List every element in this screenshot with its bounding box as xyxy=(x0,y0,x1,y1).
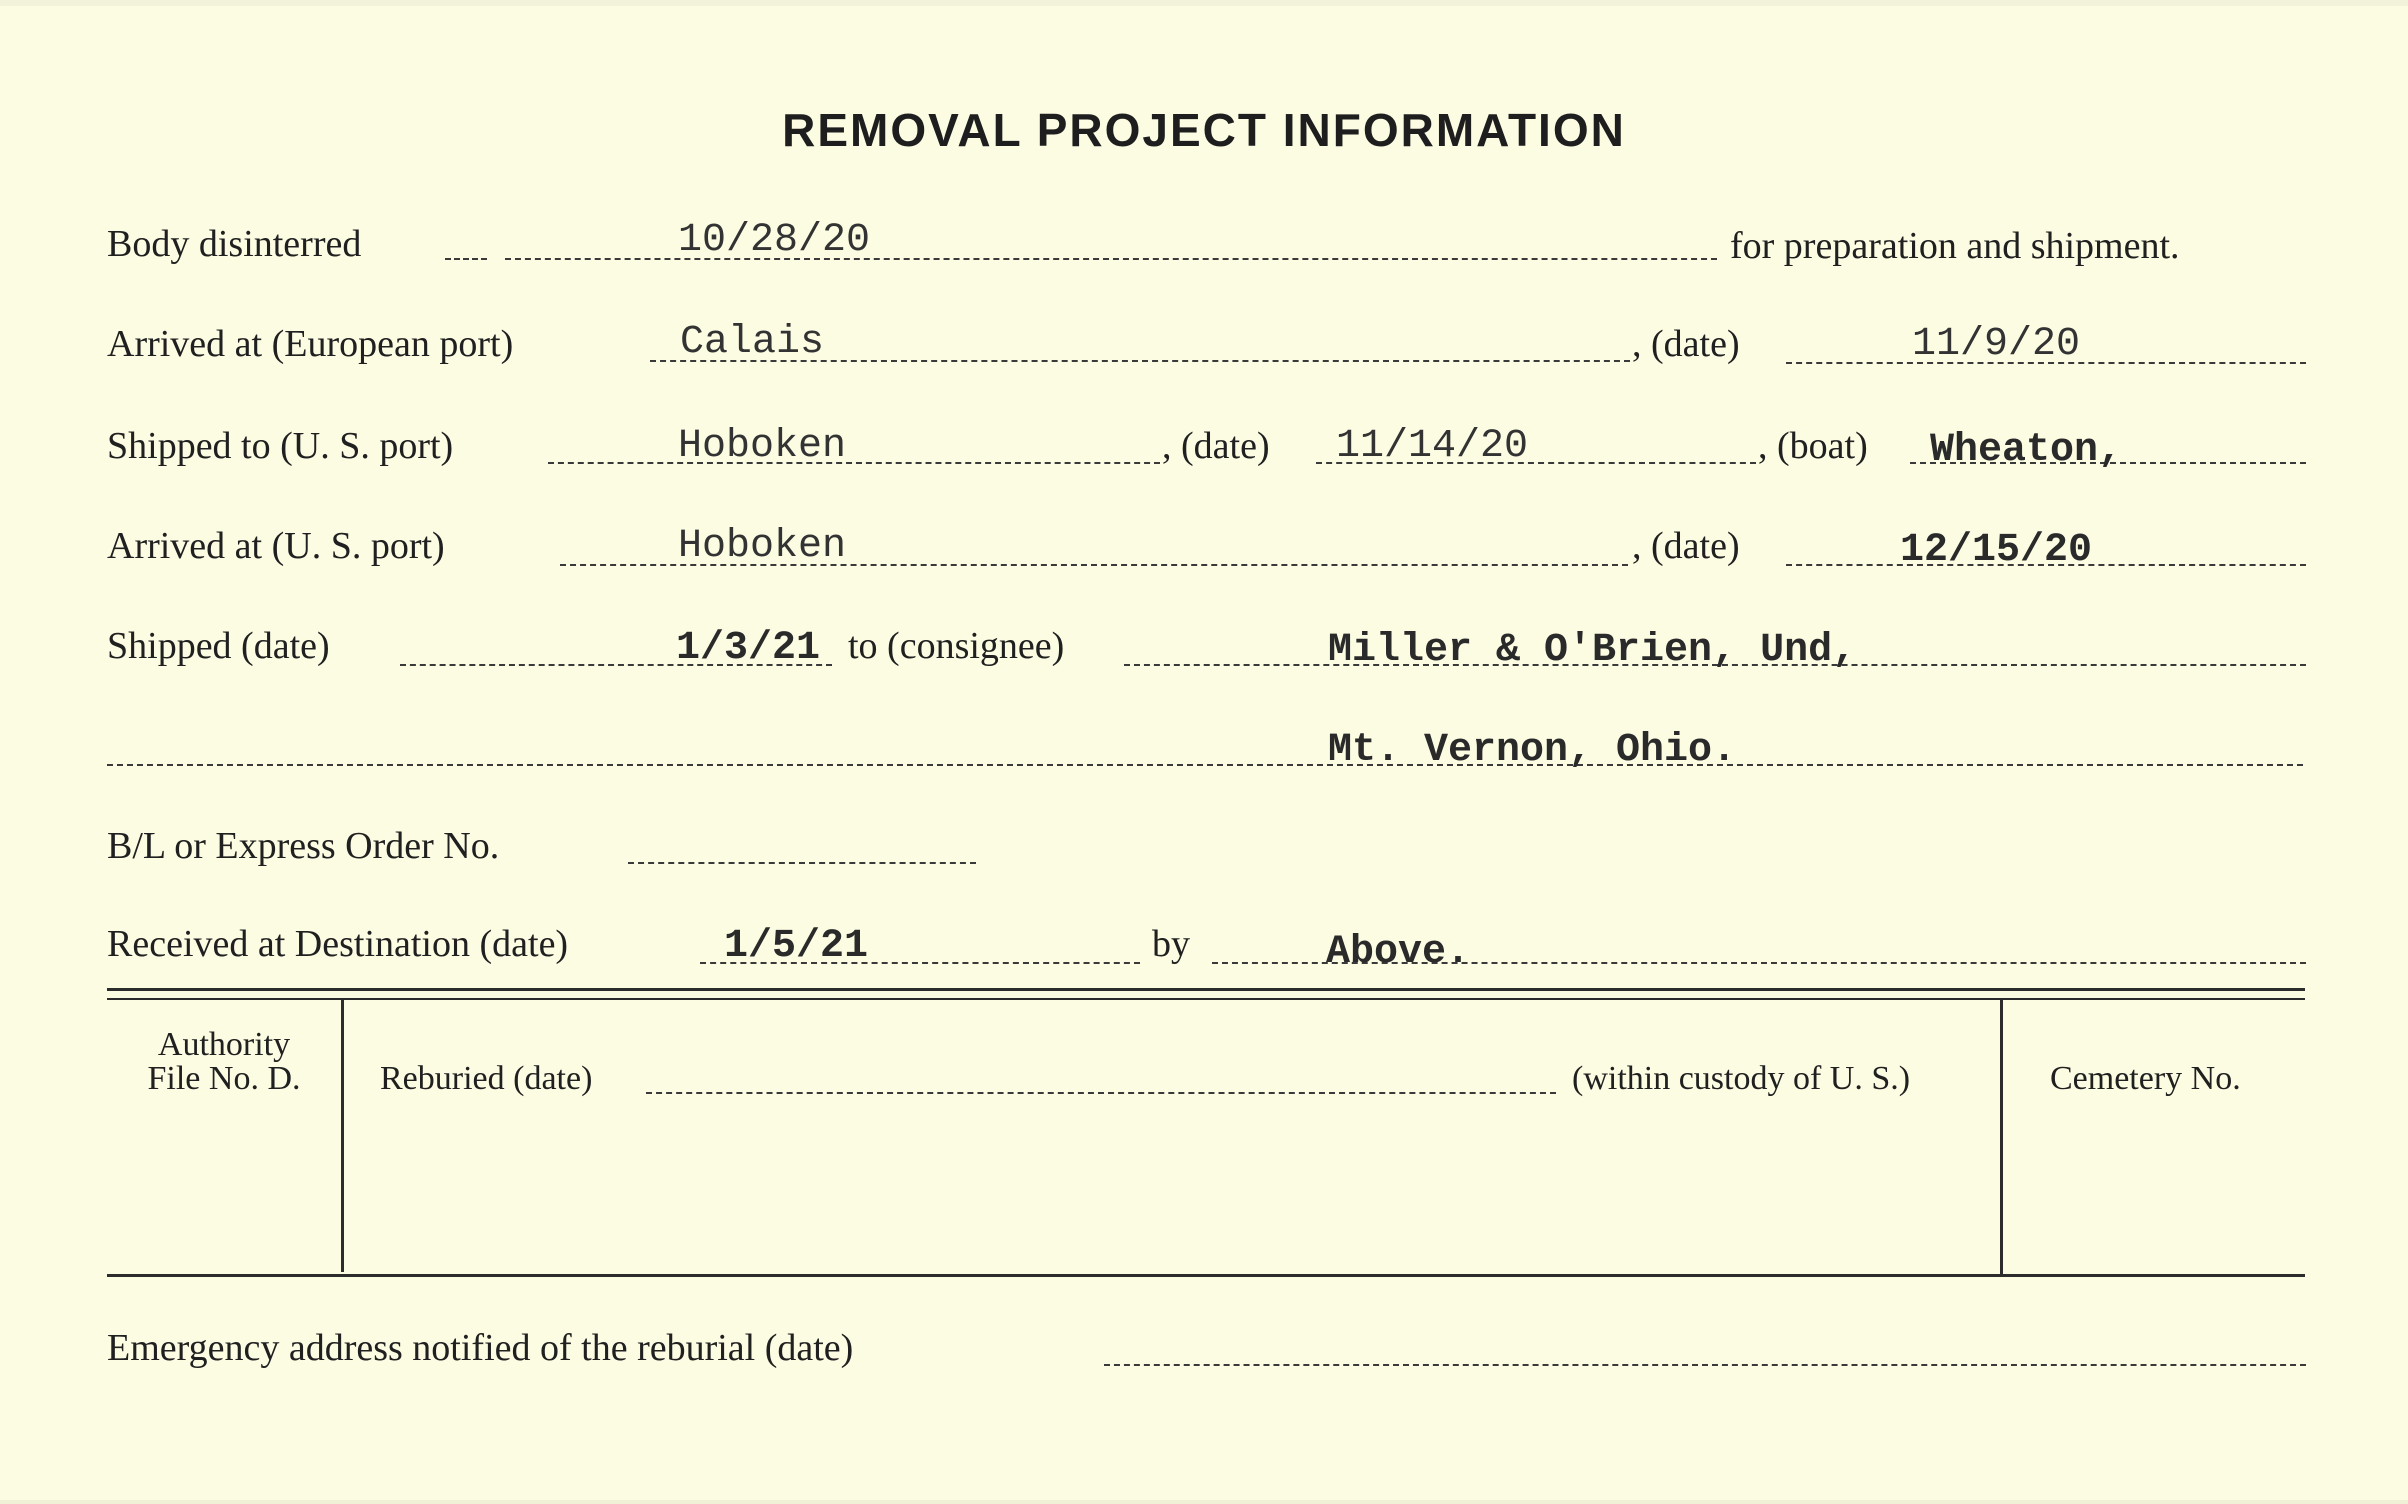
bl-express-order-field-line xyxy=(628,862,976,864)
european-port-date-value: 11/9/20 xyxy=(1912,322,2081,367)
us-port-shipped-field-line xyxy=(548,462,1160,464)
european-port-label: Arrived at (European port) xyxy=(107,323,514,365)
authority-label-line2: File No. D. xyxy=(147,1060,301,1097)
us-port-arrived-value: Hoboken xyxy=(678,524,847,569)
us-port-shipped-label: Shipped to (U. S. port) xyxy=(107,425,454,467)
consignee-value: Miller & O'Brien, Und, xyxy=(1328,628,1857,673)
received-destination-value: 1/5/21 xyxy=(724,924,869,969)
consignee-address-field-line xyxy=(107,764,2303,766)
card-top-edge xyxy=(0,0,2408,6)
us-port-arrived-date-value: 12/15/20 xyxy=(1900,528,2093,573)
us-port-shipped-date-label: , (date) xyxy=(1162,425,1270,467)
emergency-address-field-line xyxy=(1104,1364,2306,1366)
boat-label: , (boat) xyxy=(1758,425,1868,467)
body-disinterred-label: Body disinterred xyxy=(107,223,362,265)
authority-label-line1: Authority xyxy=(157,1026,291,1063)
consignee-address-value: Mt. Vernon, Ohio. xyxy=(1328,728,1737,773)
table-top-rule-inner xyxy=(107,998,2305,1000)
custody-label: (within custody of U. S.) xyxy=(1572,1060,1911,1097)
us-port-shipped-value: Hoboken xyxy=(678,424,847,469)
received-by-label: by xyxy=(1152,923,1190,965)
consignee-label: to (consignee) xyxy=(848,625,1065,667)
bl-express-order-label: B/L or Express Order No. xyxy=(107,825,500,867)
table-divider-left xyxy=(341,1000,344,1272)
cemetery-number-label: Cemetery No. xyxy=(2050,1060,2241,1097)
table-bottom-rule xyxy=(107,1274,2305,1277)
emergency-address-label: Emergency address notified of the reburial (date) xyxy=(107,1327,854,1369)
european-port-date-label: , (date) xyxy=(1632,323,1740,365)
form-title: REMOVAL PROJECT INFORMATION xyxy=(782,104,1626,156)
us-port-arrived-label: Arrived at (U. S. port) xyxy=(107,525,445,567)
card-bottom-edge xyxy=(0,1500,2408,1504)
european-port-value: Calais xyxy=(680,320,825,365)
shipped-date-label: Shipped (date) xyxy=(107,625,330,667)
us-port-shipped-date-value: 11/14/20 xyxy=(1336,424,1529,469)
table-top-rule xyxy=(107,988,2305,991)
reburied-date-label: Reburied (date) xyxy=(380,1060,593,1097)
us-port-arrived-date-label: , (date) xyxy=(1632,525,1740,567)
table-divider-right xyxy=(2000,1000,2003,1276)
shipped-date-value: 1/3/21 xyxy=(676,626,821,671)
preparation-shipment-label: for preparation and shipment. xyxy=(1730,225,2180,267)
received-destination-label: Received at Destination (date) xyxy=(107,923,569,965)
reburied-date-field-line xyxy=(646,1092,1556,1094)
received-by-value: Above. xyxy=(1326,930,1471,975)
body-disinterred-value: 10/28/20 xyxy=(678,218,871,263)
dotted-line xyxy=(445,258,487,260)
boat-value: Wheaton, xyxy=(1930,428,2123,473)
